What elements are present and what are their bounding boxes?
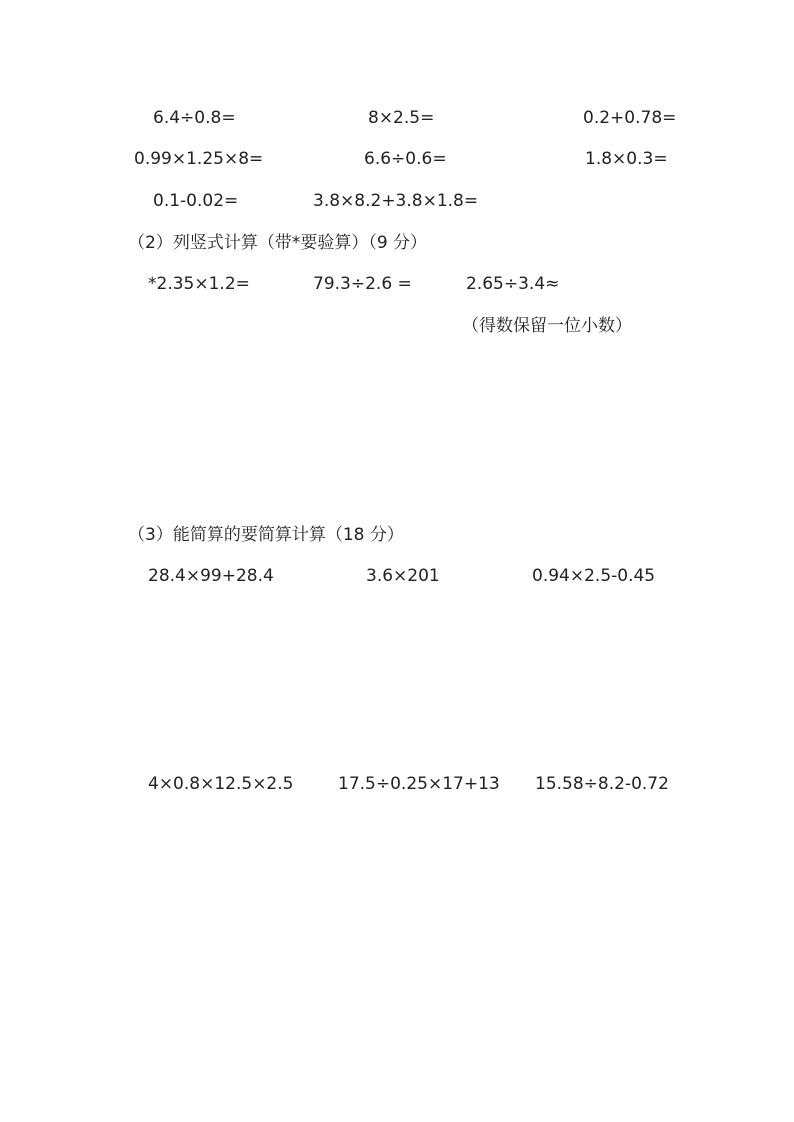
oral-problem: 0.1-0.02= [153, 191, 239, 211]
simplify-problem: 15.58÷8.2-0.72 [535, 774, 669, 794]
simplify-problem: 17.5÷0.25×17+13 [338, 774, 500, 794]
simplify-problem: 28.4×99+28.4 [148, 566, 274, 586]
oral-problem: 6.6÷0.6= [364, 149, 447, 169]
vertical-problem: 2.65÷3.4≈ [466, 274, 560, 294]
section-heading-vertical: （2）列竖式计算（带*要验算）（9 分） [128, 233, 428, 253]
oral-problem: 6.4÷0.8= [153, 108, 236, 128]
oral-problem: 1.8×0.3= [585, 149, 668, 169]
oral-problem: 0.99×1.25×8= [134, 149, 264, 169]
simplify-problem: 3.6×201 [366, 566, 440, 586]
vertical-problem: 79.3÷2.6 = [313, 274, 412, 294]
rounding-note: （得数保留一位小数） [462, 316, 632, 336]
vertical-problem: *2.35×1.2= [148, 274, 250, 294]
oral-problem: 8×2.5= [368, 108, 435, 128]
oral-problem: 0.2+0.78= [583, 108, 677, 128]
oral-problem: 3.8×8.2+3.8×1.8= [313, 191, 479, 211]
simplify-problem: 4×0.8×12.5×2.5 [148, 774, 294, 794]
section-heading-simplify: （3）能简算的要简算计算（18 分） [128, 525, 404, 545]
simplify-problem: 0.94×2.5-0.45 [532, 566, 656, 586]
